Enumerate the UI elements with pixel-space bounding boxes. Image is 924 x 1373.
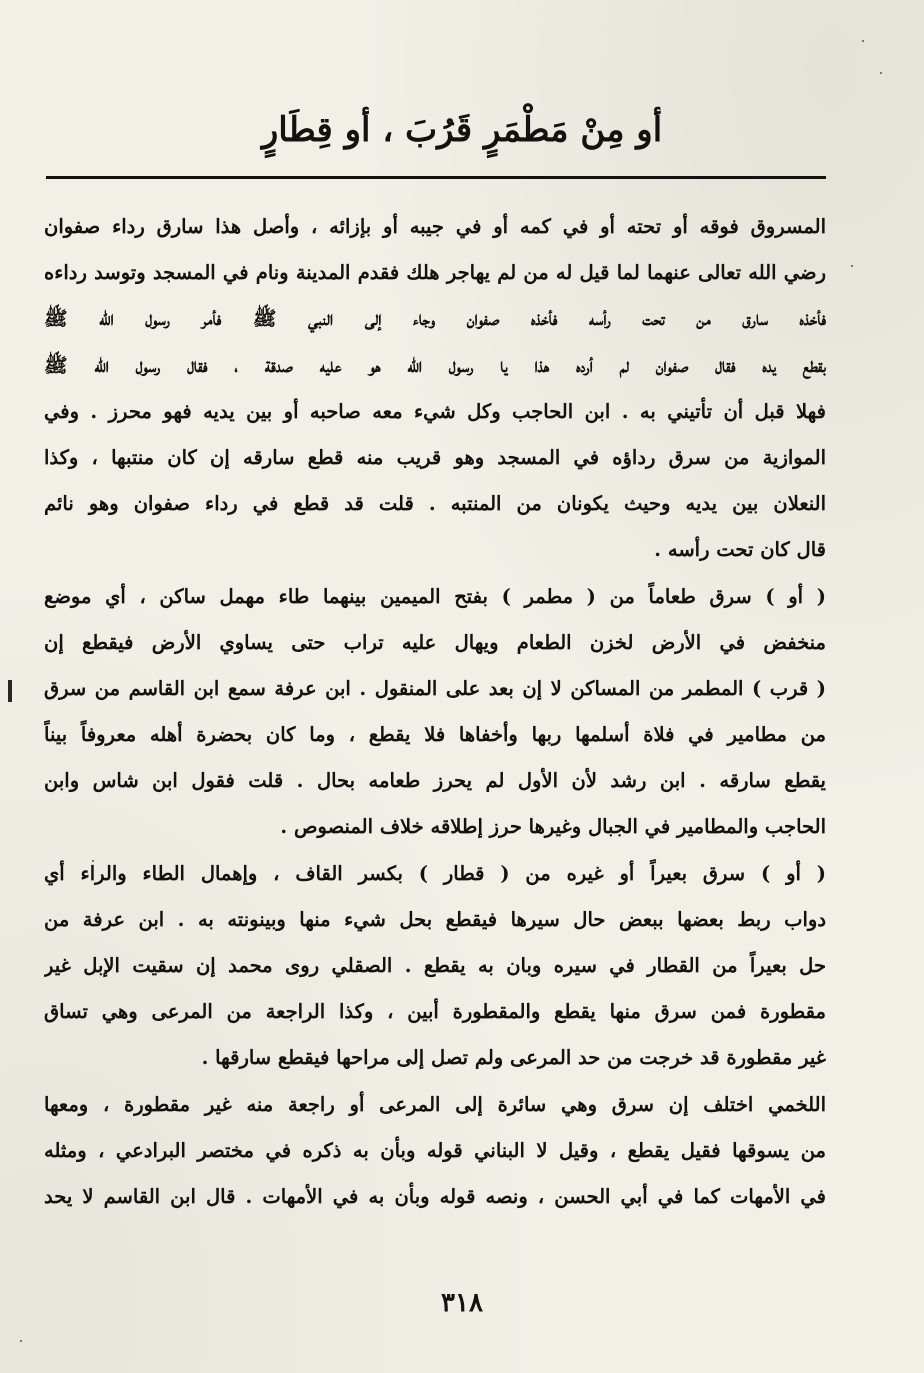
text-line: غير مقطورة قد خرجت من حد المرعى ولم تصل إلى مراحها فيقطع سارقها . — [201, 1046, 826, 1070]
text-line: فهلا قبل أن تأتيني به . ابن الحاجب وكل شيء معه صاحبه أو بين يديه فهو محرز . وفي — [44, 399, 826, 423]
text-line: النعلان بين يديه وحيث يكونان من المنتبه . قلت قد قطع في رداء صفوان وهو نائم — [44, 492, 826, 516]
scan-speck — [880, 72, 882, 74]
text-line: المسروق فوقه أو تحته أو في كمه أو في جيبه أو بإزائه ، وأصل هذا سارق رداء صفوان — [44, 215, 826, 238]
text-line: ( أو ) سرق بعيراً أو غيره من ( قطار ) بكسر القاف ، وإهمال الطاء والراء أي — [44, 861, 826, 885]
text-line: فأخذه سارق من تحت رأسه فأخذه صفوان وجاء إلى النبي ﷺ فأمر رسول الله ﷺ — [44, 307, 826, 331]
text-line: حل بعيراً من القطار في سيره وبان به يقطع . الصقلي روى محمد إن سقيت الإبل غير — [44, 954, 826, 977]
text-line: في الأمهات كما في أبي الحسن ، ونصه قوله وبأن به في الأمهات . قال ابن القاسم لا يحد — [44, 1184, 826, 1208]
text-line: دواب ربط بعضها ببعض حال سيرها فيقطع بحل شيء منها وبينونته به . ابن عرفة من — [44, 907, 826, 931]
text-line: رضي الله تعالى عنهما لما قيل له من لم يهاجر هلك فقدم المدينة ونام في المسجد وتوسد رداءه — [44, 261, 826, 285]
text-line: منخفض في الأرض لخزن الطعام ويهال عليه تراب حتى يساوي الأرض فيقطع إن — [44, 630, 826, 654]
text-line: من مطامير في فلاة أسلمها ربها وأخفاها فلا يقطع ، وما كان بحضرة أهله معروفاً بيناً — [44, 723, 826, 747]
text-line: قال كان تحت رأسه . — [654, 538, 826, 562]
body-text — [44, 204, 826, 1220]
scan-speck — [20, 1340, 22, 1342]
text-line: بقطع يده فقال صفوان لم أرده هذا يا رسول الله هو عليه صدقة ، فقال رسول الله ﷺ — [44, 353, 826, 377]
scan-speck — [92, 860, 94, 862]
text-line: من يسوقها فقيل يقطع ، وقيل لا البناني قوله وبأن به ذكره في مختصر البرادعي ، ومثله — [44, 1138, 826, 1162]
scan-speck — [851, 265, 853, 267]
text-line: اللخمي اختلف إن سرق وهي سائرة إلى المرعى أو راجعة منه غير مقطورة ، ومعها — [44, 1092, 826, 1116]
text-line: الموازية من سرق رداؤه في المسجد وهو قريب منه قطع سارقه إن كان منتبها ، وكذا — [44, 445, 826, 469]
text-line: ( أو ) سرق طعاماً من ( مطمر ) بفتح الميمين بينهما طاء مهمل ساكن ، أي موضع — [44, 584, 826, 608]
text-line: مقطورة فمن سرق منها يقطع والمقطورة أبين ، وكذا الراجعة من المرعى وهي تساق — [44, 1000, 826, 1024]
text-line: يقطع سارقه . ابن رشد لأن الأول لم يحرز طعامه بحال . قلت فقول ابن شاس وابن — [44, 769, 826, 793]
scan-speck — [862, 40, 864, 42]
header-divider — [46, 176, 826, 179]
running-header-title: أو مِنْ مَطْمَرٍ قَرُبَ ، أو قِطَارٍ — [261, 110, 663, 150]
page-number: ٣١٨ — [441, 1288, 483, 1318]
text-line: الحاجب والمطامير في الجبال وغيرها حرز إطلاقه خلاف المنصوص . — [280, 815, 826, 839]
text-line: ( قرب ) المطمر من المساكن لا إن بعد على المنقول . ابن عرفة سمع ابن القاسم من سرق — [44, 676, 826, 700]
margin-mark — [8, 680, 12, 702]
